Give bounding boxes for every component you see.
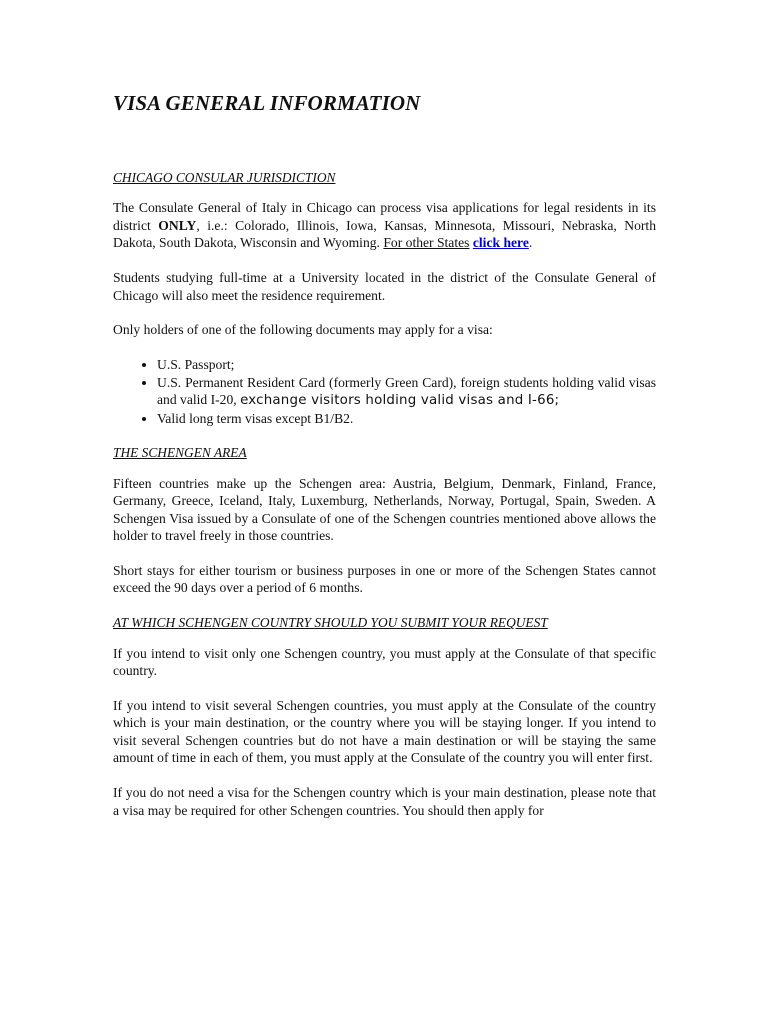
paragraph-several-countries: If you intend to visit several Schengen countries, you must apply at the Consulate of the country which is your main destination, or the country where you will be staying longer. If you intend to visit several Schengen countries but do not have a main destination or will be staying the same amount of time in each of them, you must apply at the Consulate of the country you will enter first.: [113, 698, 656, 766]
click-here-link[interactable]: click here: [472, 235, 529, 251]
paragraph-jurisdiction: The Consulate General of Italy in Chicago can process visa applications for legal residents in its district ONLY, i.e.: Colorado, Illinois, Iowa, Kansas, Minnesota, Missouri, Nebraska, North Dakota, South Dakota, Wisconsin and Wyoming. For other States click here.: [113, 200, 656, 251]
paragraph-students: Students studying full-time at a University located in the district of the Consulate General of Chicago will also meet the residence requirement.: [113, 270, 656, 303]
heading-chicago-jurisdiction: CHICAGO CONSULAR JURISDICTION: [113, 170, 336, 185]
paragraph-one-country: If you intend to visit only one Schengen country, you must apply at the Consulate of that specific country.: [113, 645, 656, 679]
paragraph-main-destination: If you do not need a visa for the Schengen country which is your main destination, please note that a visa may be required for other Schengen countries. You should then apply for: [113, 785, 656, 818]
list-item: • U.S. Permanent Resident Card (formerly Green Card), foreign students holding valid visas and valid I-20, exchange visitors holding valid visas and I-66;: [157, 374, 656, 410]
page-title: VISA GENERAL INFORMATION: [113, 91, 421, 115]
document-content: [113, 90, 656, 819]
other-states-text: For other States: [383, 235, 470, 251]
documents-list: [113, 356, 656, 427]
list-item: • Valid long term visas except B1/B2.: [157, 410, 656, 427]
paragraph-schengen-countries: Fifteen countries make up the Schengen area: Austria, Belgium, Denmark, Finland, France, Germany, Greece, Iceland, Italy, Luxemburg, Netherlands, Norway, Portugal, Spain, Sweden. A Schengen Visa issued by a Consulate of one of the Schengen countries mentioned above allows the holder to travel freely in those countries.: [113, 475, 656, 544]
paragraph-short-stays: Short stays for either tourism or business purposes in one or more of the Schengen States cannot exceed the 90 days over a period of 6 months.: [113, 563, 656, 596]
heading-schengen-area: THE SCHENGEN AREA: [113, 445, 247, 461]
only-emphasis: ONLY: [158, 217, 197, 233]
paragraph-documents-intro: Only holders of one of the following documents may apply for a visa:: [113, 322, 493, 338]
list-item: • U.S. Passport;: [157, 356, 656, 373]
heading-which-country: AT WHICH SCHENGEN COUNTRY SHOULD YOU SUBMIT YOUR REQUEST: [113, 615, 548, 631]
